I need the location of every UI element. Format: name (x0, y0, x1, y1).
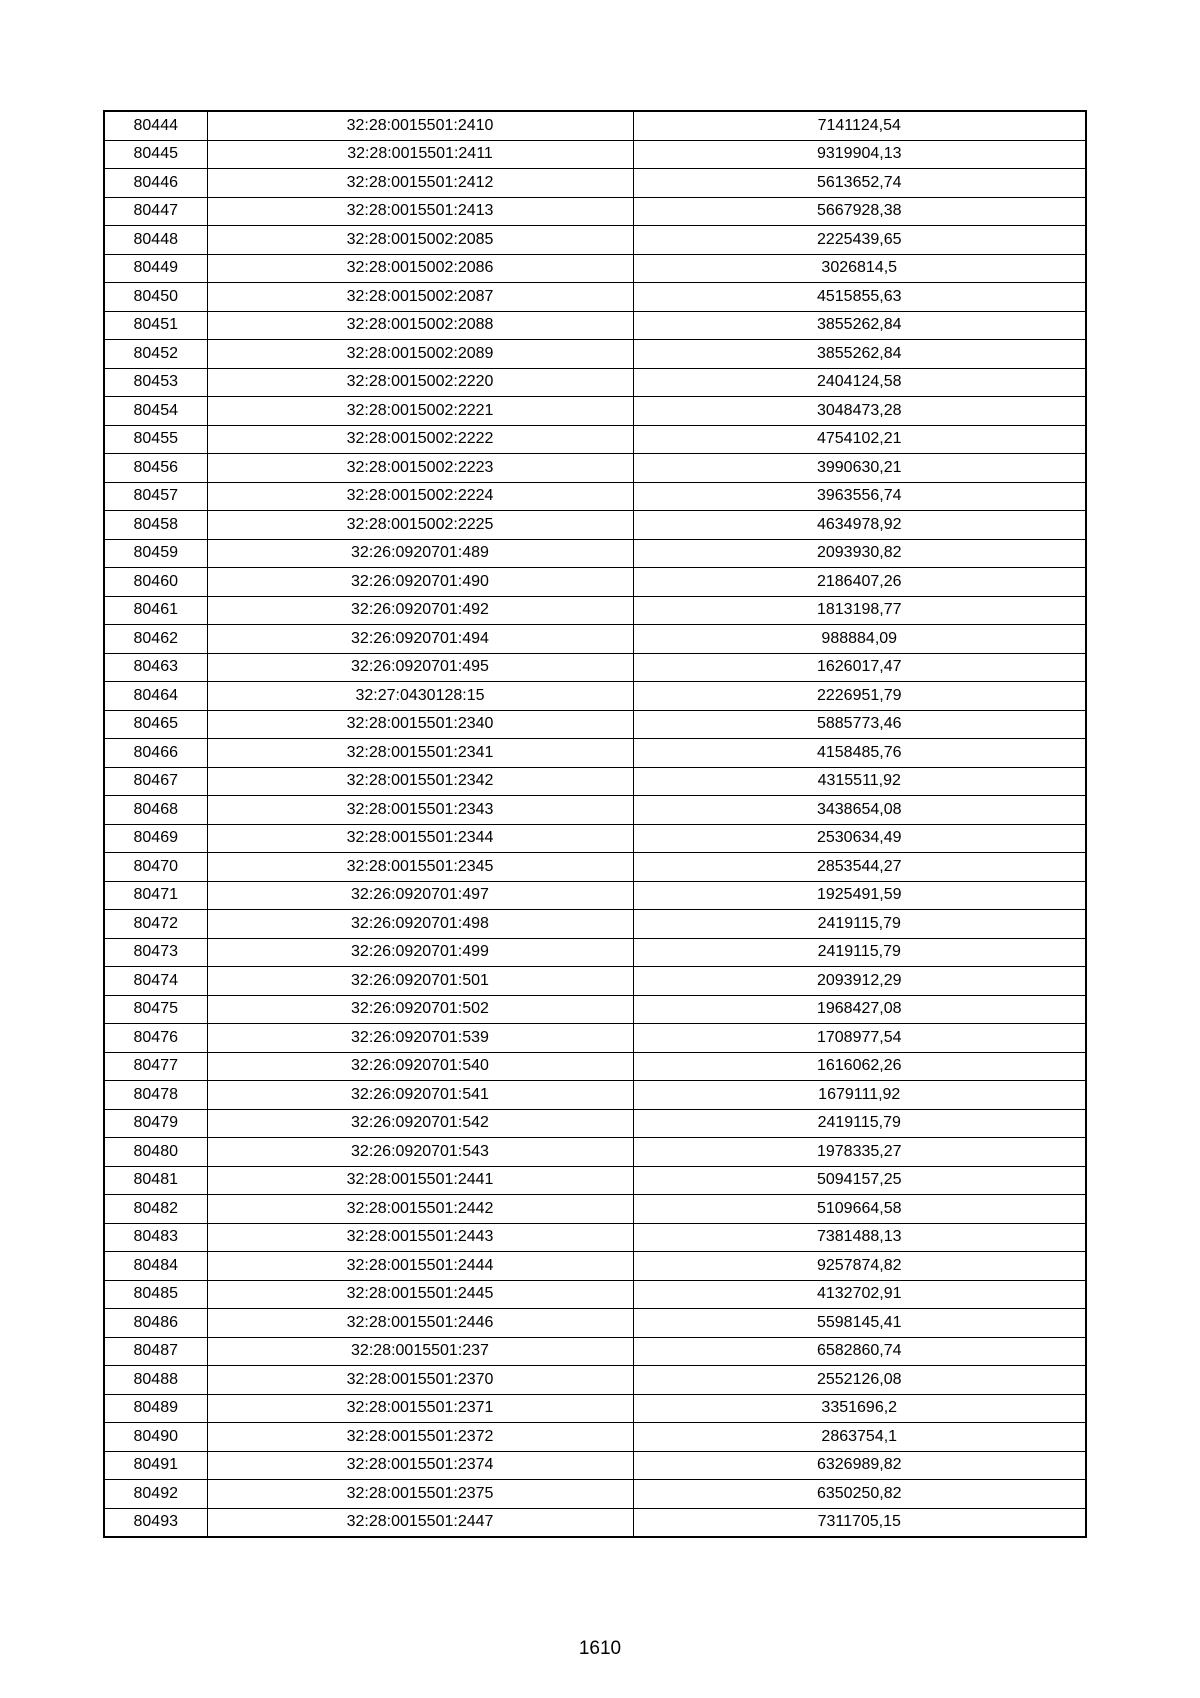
table-row (104, 596, 1086, 625)
table-row (104, 140, 1086, 169)
cadastral-value-cell: 1813198,77 (633, 596, 1086, 625)
cadastral-value-cell: 1925491,59 (633, 881, 1086, 910)
row-number-cell: 80468 (104, 796, 207, 825)
cadastral-value-cell: 1626017,47 (633, 653, 1086, 682)
row-number-cell: 80484 (104, 1252, 207, 1281)
cadastral-value-cell: 1708977,54 (633, 1024, 1086, 1053)
row-number-cell: 80490 (104, 1423, 207, 1452)
row-number-cell: 80473 (104, 938, 207, 967)
cadastral-number-cell: 32:28:0015501:2411 (207, 140, 633, 169)
cadastral-value-cell: 3855262,84 (633, 340, 1086, 369)
cadastral-value-cell: 4754102,21 (633, 425, 1086, 454)
table-row (104, 1252, 1086, 1281)
cadastral-value-cell: 9257874,82 (633, 1252, 1086, 1281)
table-row (104, 682, 1086, 711)
cadastral-value-cell: 1679111,92 (633, 1081, 1086, 1110)
table-row (104, 111, 1086, 140)
cadastral-number-cell: 32:28:0015501:237 (207, 1337, 633, 1366)
table-row (104, 881, 1086, 910)
table-row (104, 1195, 1086, 1224)
table-row (104, 226, 1086, 255)
table-row (104, 1423, 1086, 1452)
row-number-cell: 80489 (104, 1394, 207, 1423)
cadastral-number-cell: 32:26:0920701:495 (207, 653, 633, 682)
cadastral-number-cell: 32:26:0920701:489 (207, 539, 633, 568)
row-number-cell: 80462 (104, 625, 207, 654)
cadastral-value-cell: 2419115,79 (633, 938, 1086, 967)
row-number-cell: 80465 (104, 710, 207, 739)
row-number-cell: 80471 (104, 881, 207, 910)
table-row (104, 1280, 1086, 1309)
table-row (104, 796, 1086, 825)
cadastral-number-cell: 32:26:0920701:498 (207, 910, 633, 939)
row-number-cell: 80486 (104, 1309, 207, 1338)
cadastral-number-cell: 32:28:0015501:2447 (207, 1508, 633, 1537)
cadastral-value-cell: 2093912,29 (633, 967, 1086, 996)
row-number-cell: 80446 (104, 169, 207, 198)
cadastral-value-cell: 6582860,74 (633, 1337, 1086, 1366)
cadastral-number-cell: 32:28:0015501:2371 (207, 1394, 633, 1423)
cadastral-number-cell: 32:26:0920701:494 (207, 625, 633, 654)
row-number-cell: 80456 (104, 454, 207, 483)
cadastral-number-cell: 32:28:0015501:2343 (207, 796, 633, 825)
row-number-cell: 80492 (104, 1480, 207, 1509)
row-number-cell: 80488 (104, 1366, 207, 1395)
cadastral-value-cell: 2530634,49 (633, 824, 1086, 853)
row-number-cell: 80491 (104, 1451, 207, 1480)
cadastral-value-cell: 2225439,65 (633, 226, 1086, 255)
cadastral-value-cell: 5094157,25 (633, 1166, 1086, 1195)
table-row (104, 283, 1086, 312)
cadastral-value-cell: 988884,09 (633, 625, 1086, 654)
cadastral-number-cell: 32:28:0015501:2445 (207, 1280, 633, 1309)
cadastral-number-cell: 32:26:0920701:541 (207, 1081, 633, 1110)
cadastral-value-cell: 4634978,92 (633, 511, 1086, 540)
table-row (104, 539, 1086, 568)
table-row (104, 938, 1086, 967)
table-row (104, 169, 1086, 198)
row-number-cell: 80481 (104, 1166, 207, 1195)
table-row (104, 1166, 1086, 1195)
row-number-cell: 80451 (104, 311, 207, 340)
row-number-cell: 80449 (104, 254, 207, 283)
cadastral-value-cell: 2419115,79 (633, 1109, 1086, 1138)
row-number-cell: 80455 (104, 425, 207, 454)
cadastral-value-cell: 5667928,38 (633, 197, 1086, 226)
cadastral-number-cell: 32:26:0920701:502 (207, 995, 633, 1024)
row-number-cell: 80457 (104, 482, 207, 511)
cadastral-number-cell: 32:26:0920701:490 (207, 568, 633, 597)
cadastral-value-cell: 2419115,79 (633, 910, 1086, 939)
cadastral-number-cell: 32:26:0920701:539 (207, 1024, 633, 1053)
cadastral-number-cell: 32:28:0015002:2088 (207, 311, 633, 340)
cadastral-value-cell: 6326989,82 (633, 1451, 1086, 1480)
row-number-cell: 80454 (104, 397, 207, 426)
cadastral-value-cell: 3990630,21 (633, 454, 1086, 483)
row-number-cell: 80461 (104, 596, 207, 625)
row-number-cell: 80482 (104, 1195, 207, 1224)
cadastral-number-cell: 32:28:0015002:2089 (207, 340, 633, 369)
cadastral-value-cell: 3351696,2 (633, 1394, 1086, 1423)
row-number-cell: 80444 (104, 111, 207, 140)
table-row (104, 1394, 1086, 1423)
table-row (104, 197, 1086, 226)
cadastral-value-cell: 2853544,27 (633, 853, 1086, 882)
cadastral-number-cell: 32:28:0015002:2086 (207, 254, 633, 283)
table-row (104, 625, 1086, 654)
row-number-cell: 80459 (104, 539, 207, 568)
cadastral-number-cell: 32:28:0015501:2446 (207, 1309, 633, 1338)
row-number-cell: 80476 (104, 1024, 207, 1053)
table-row (104, 1081, 1086, 1110)
row-number-cell: 80472 (104, 910, 207, 939)
table-row (104, 853, 1086, 882)
cadastral-value-cell: 4315511,92 (633, 767, 1086, 796)
table-row (104, 1309, 1086, 1338)
cadastral-number-cell: 32:26:0920701:499 (207, 938, 633, 967)
table-row (104, 1109, 1086, 1138)
table-row (104, 1451, 1086, 1480)
cadastral-number-cell: 32:26:0920701:543 (207, 1138, 633, 1167)
cadastral-number-cell: 32:28:0015501:2444 (207, 1252, 633, 1281)
cadastral-value-cell: 2863754,1 (633, 1423, 1086, 1452)
row-number-cell: 80460 (104, 568, 207, 597)
cadastral-value-cell: 7141124,54 (633, 111, 1086, 140)
table-row (104, 454, 1086, 483)
table-row (104, 967, 1086, 996)
table-row (104, 767, 1086, 796)
row-number-cell: 80469 (104, 824, 207, 853)
row-number-cell: 80485 (104, 1280, 207, 1309)
table-row (104, 568, 1086, 597)
table-row (104, 1480, 1086, 1509)
cadastral-value-cell: 3963556,74 (633, 482, 1086, 511)
row-number-cell: 80448 (104, 226, 207, 255)
cadastral-value-cell: 3855262,84 (633, 311, 1086, 340)
cadastral-number-cell: 32:26:0920701:542 (207, 1109, 633, 1138)
table-row (104, 739, 1086, 768)
table-row (104, 511, 1086, 540)
row-number-cell: 80474 (104, 967, 207, 996)
cadastral-number-cell: 32:28:0015501:2375 (207, 1480, 633, 1509)
table-row (104, 311, 1086, 340)
cadastral-number-cell: 32:27:0430128:15 (207, 682, 633, 711)
cadastral-number-cell: 32:26:0920701:501 (207, 967, 633, 996)
table-row (104, 1337, 1086, 1366)
cadastral-value-cell: 4132702,91 (633, 1280, 1086, 1309)
row-number-cell: 80479 (104, 1109, 207, 1138)
table-row (104, 1223, 1086, 1252)
cadastral-number-cell: 32:26:0920701:497 (207, 881, 633, 910)
cadastral-value-cell: 3438654,08 (633, 796, 1086, 825)
table-row (104, 1366, 1086, 1395)
table-row (104, 425, 1086, 454)
row-number-cell: 80450 (104, 283, 207, 312)
table-row (104, 397, 1086, 426)
cadastral-value-cell: 1616062,26 (633, 1052, 1086, 1081)
table-row (104, 340, 1086, 369)
cadastral-value-cell: 7311705,15 (633, 1508, 1086, 1537)
cadastral-number-cell: 32:26:0920701:540 (207, 1052, 633, 1081)
row-number-cell: 80453 (104, 368, 207, 397)
cadastral-number-cell: 32:28:0015501:2345 (207, 853, 633, 882)
row-number-cell: 80470 (104, 853, 207, 882)
cadastral-number-cell: 32:28:0015002:2224 (207, 482, 633, 511)
table-body (104, 111, 1086, 1537)
table-row (104, 1508, 1086, 1537)
cadastral-number-cell: 32:28:0015501:2410 (207, 111, 633, 140)
cadastral-value-cell: 2226951,79 (633, 682, 1086, 711)
cadastral-value-cell: 2404124,58 (633, 368, 1086, 397)
cadastral-value-cell: 4515855,63 (633, 283, 1086, 312)
cadastral-value-cell: 2186407,26 (633, 568, 1086, 597)
table-row (104, 1052, 1086, 1081)
cadastral-value-cell: 9319904,13 (633, 140, 1086, 169)
row-number-cell: 80487 (104, 1337, 207, 1366)
cadastral-number-cell: 32:28:0015002:2223 (207, 454, 633, 483)
cadastral-number-cell: 32:28:0015501:2344 (207, 824, 633, 853)
cadastral-number-cell: 32:28:0015002:2222 (207, 425, 633, 454)
cadastral-value-cell: 2093930,82 (633, 539, 1086, 568)
cadastral-number-cell: 32:28:0015501:2372 (207, 1423, 633, 1452)
cadastral-number-cell: 32:28:0015501:2443 (207, 1223, 633, 1252)
cadastral-number-cell: 32:28:0015501:2413 (207, 197, 633, 226)
row-number-cell: 80493 (104, 1508, 207, 1537)
cadastral-number-cell: 32:28:0015501:2370 (207, 1366, 633, 1395)
cadastral-value-cell: 5109664,58 (633, 1195, 1086, 1224)
cadastral-value-cell: 3048473,28 (633, 397, 1086, 426)
row-number-cell: 80463 (104, 653, 207, 682)
cadastral-value-cell: 1968427,08 (633, 995, 1086, 1024)
row-number-cell: 80477 (104, 1052, 207, 1081)
table-row (104, 368, 1086, 397)
cadastral-value-cell: 6350250,82 (633, 1480, 1086, 1509)
row-number-cell: 80467 (104, 767, 207, 796)
cadastral-number-cell: 32:28:0015501:2341 (207, 739, 633, 768)
cadastral-value-cell: 4158485,76 (633, 739, 1086, 768)
cadastral-value-cell: 1978335,27 (633, 1138, 1086, 1167)
row-number-cell: 80445 (104, 140, 207, 169)
cadastral-number-cell: 32:28:0015002:2220 (207, 368, 633, 397)
row-number-cell: 80475 (104, 995, 207, 1024)
cadastral-value-cell: 5598145,41 (633, 1309, 1086, 1338)
cadastral-value-cell: 7381488,13 (633, 1223, 1086, 1252)
table-row (104, 482, 1086, 511)
cadastral-number-cell: 32:28:0015501:2441 (207, 1166, 633, 1195)
cadastral-number-cell: 32:28:0015002:2225 (207, 511, 633, 540)
cadastral-number-cell: 32:28:0015501:2342 (207, 767, 633, 796)
table-row (104, 1024, 1086, 1053)
cadastral-number-cell: 32:28:0015501:2442 (207, 1195, 633, 1224)
cadastral-value-cell: 5885773,46 (633, 710, 1086, 739)
cadastral-number-cell: 32:28:0015501:2340 (207, 710, 633, 739)
cadastral-number-cell: 32:28:0015002:2087 (207, 283, 633, 312)
cadastral-value-cell: 2552126,08 (633, 1366, 1086, 1395)
cadastral-value-cell: 3026814,5 (633, 254, 1086, 283)
table-row (104, 710, 1086, 739)
row-number-cell: 80480 (104, 1138, 207, 1167)
table-row (104, 254, 1086, 283)
cadastral-number-cell: 32:28:0015002:2221 (207, 397, 633, 426)
cadastral-value-cell: 5613652,74 (633, 169, 1086, 198)
cadastral-number-cell: 32:28:0015002:2085 (207, 226, 633, 255)
row-number-cell: 80483 (104, 1223, 207, 1252)
cadastral-number-cell: 32:26:0920701:492 (207, 596, 633, 625)
cadastral-number-cell: 32:28:0015501:2412 (207, 169, 633, 198)
row-number-cell: 80447 (104, 197, 207, 226)
cadastral-number-cell: 32:28:0015501:2374 (207, 1451, 633, 1480)
row-number-cell: 80452 (104, 340, 207, 369)
row-number-cell: 80466 (104, 739, 207, 768)
table-row (104, 653, 1086, 682)
page-number: 1610 (578, 1638, 622, 1659)
row-number-cell: 80458 (104, 511, 207, 540)
table-row (104, 995, 1086, 1024)
table-row (104, 1138, 1086, 1167)
row-number-cell: 80478 (104, 1081, 207, 1110)
cadastral-value-table (103, 110, 1087, 1538)
table-row (104, 824, 1086, 853)
row-number-cell: 80464 (104, 682, 207, 711)
table-row (104, 910, 1086, 939)
